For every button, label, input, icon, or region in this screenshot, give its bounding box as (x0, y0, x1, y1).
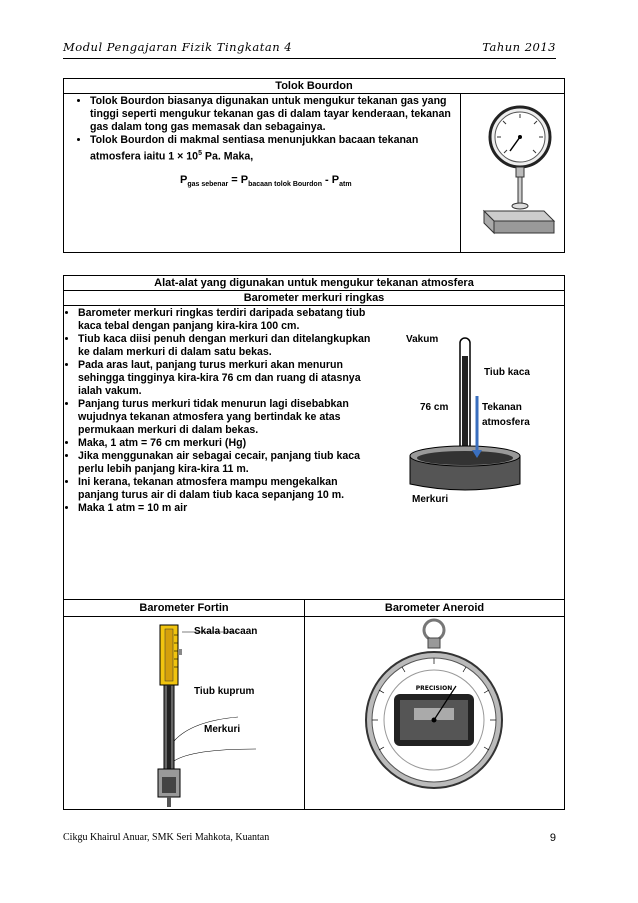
label-skala-bacaan: Skala bacaan (194, 626, 258, 637)
label-fortin-merkuri: Merkuri (204, 724, 241, 735)
atmos-bullet-1: • Barometer merkuri ringkas terdiri daripada sebatang tiub kaca tebal dengan panjang kira-kira 100 cm. (78, 307, 372, 333)
atmos-title: Alat-alat yang digunakan untuk mengukur tekanan atmosfera (64, 276, 564, 291)
atmos-subtitle: Barometer merkuri ringkas (64, 291, 564, 306)
label-tiub-kuprum: Tiub kuprum (194, 686, 255, 697)
atmos-bullet-5: • Maka, 1 atm = 76 cm merkuri (Hg) (78, 437, 372, 450)
header-divider (63, 58, 556, 59)
fortin-title: Barometer Fortin (139, 602, 229, 614)
bourdon-gauge-image (474, 99, 558, 239)
bourdon-bullet-1: • Tolok Bourdon biasanya digunakan untuk mengukur tekanan gas yang tinggi seperti mengukur tekanan gas di dalam tayar kenderaan, tekanan gas dalam tong gas memasak dan sebagainya. (90, 95, 456, 134)
page-footer (63, 832, 556, 843)
atmos-bullet-4: • Panjang turus merkuri tidak menurun lagi disebabkan wujudnya tekanan atmosfera yang bertindak ke atas permukaan merkuri di dalam bekas. (78, 398, 372, 437)
header-year: Tahun 2013 (482, 40, 556, 54)
header-title: Modul Pengajaran Fizik Tingkatan 4 (63, 40, 293, 54)
bourdon-title: Tolok Bourdon (64, 79, 564, 94)
atmos-col-divider (304, 599, 305, 809)
label-76cm: 76 cm (420, 402, 449, 413)
atmos-text (56, 307, 372, 515)
atmos-bullet-6: • Jika menggunakan air sebagai cecair, panjang tiub kaca perlu lebih panjang kira-kira 11 m. (78, 450, 372, 476)
atmos-bullet-8: • Maka 1 atm = 10 m air (78, 502, 372, 515)
bourdon-formula: $P_{gas sebenar} = P_{bacaan tolok Bourdon} - P_{atm}$ (180, 173, 352, 188)
atmos-bullet-7: • Ini kerana, tekanan atmosfera mampu mengekalkan panjang turus air di dalam tiub kaca sepanjang 10 m. (78, 476, 372, 502)
page-header (63, 40, 556, 58)
bourdon-text (68, 95, 456, 188)
footer-author: Cikgu Khairul Anuar, SMK Seri Mahkota, Kuantan (63, 832, 270, 843)
bourdon-table (63, 78, 565, 253)
label-atmosfera: atmosfera (482, 417, 530, 428)
aneroid-title: Barometer Aneroid (384, 602, 485, 614)
aneroid-barometer-image (364, 616, 504, 806)
label-tiub-kaca: Tiub kaca (484, 367, 530, 378)
label-merkuri: Merkuri (412, 494, 449, 505)
atmos-bullet-3: • Pada aras laut, panjang turus merkuri akan menurun sehingga tingginya kira-kira 76 cm dan ruang di atasnya ialah vakum. (78, 359, 372, 398)
mercury-barometer-image (384, 326, 564, 496)
bourdon-bullet-2: • Tolok Bourdon di makmal sentiasa menunjukkan bacaan tekanan atmosfera iaitu $1 \times 10^5$ Pa. Maka, (90, 134, 456, 164)
aneroid-dial-text: PRECISION (415, 685, 453, 692)
atmos-bullet-2: • Tiub kaca diisi penuh dengan merkuri dan ditelangkupkan ke dalam merkuri di dalam satu bekas. (78, 333, 372, 359)
page-number: 9 (549, 832, 556, 844)
label-tekanan: Tekanan (482, 402, 522, 413)
bourdon-divider (460, 93, 461, 252)
atmos-bottom-divider (64, 599, 564, 600)
label-vakum: Vakum (406, 334, 439, 345)
fortin-barometer-image (152, 621, 272, 811)
atmos-table (63, 275, 565, 810)
